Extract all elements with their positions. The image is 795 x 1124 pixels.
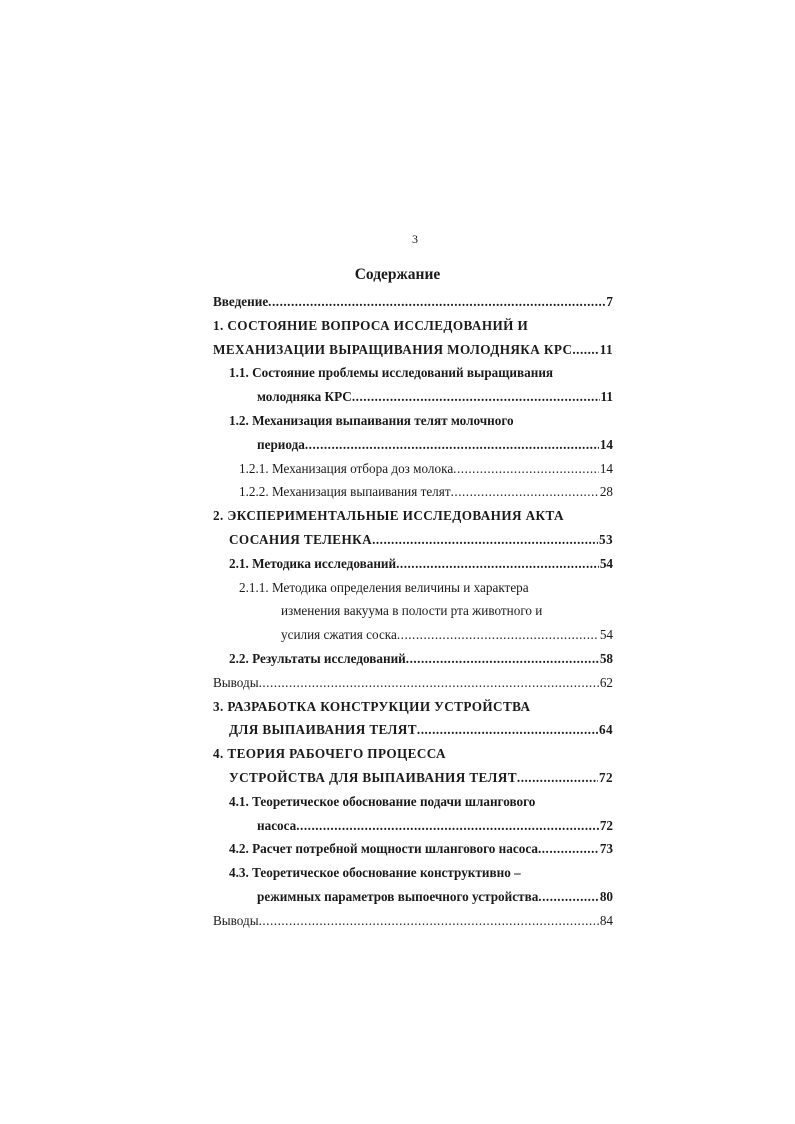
- toc-entry: [213, 814, 613, 838]
- toc-entry: [213, 647, 613, 671]
- toc-entry-text: 3. РАЗРАБОТКА КОНСТРУКЦИИ УСТРОЙСТВА: [213, 698, 531, 714]
- toc-entry-text: ДЛЯ ВЫПАИВАНИЯ ТЕЛЯТ: [229, 722, 417, 738]
- toc-entry: [213, 623, 613, 647]
- toc-entry-page: 11: [599, 341, 613, 357]
- toc-entry-text: 1. СОСТОЯНИЕ ВОПРОСА ИССЛЕДОВАНИЙ И: [213, 317, 529, 333]
- toc-entry-text: 2.1. Методика исследований: [229, 555, 397, 571]
- toc-entry: [213, 338, 613, 362]
- toc-entry: [213, 909, 613, 933]
- toc-entry: [213, 861, 613, 885]
- toc-entry-page: 64: [599, 722, 613, 738]
- toc-entry-page: 73: [599, 841, 613, 857]
- toc-entry-page: 14: [599, 436, 613, 452]
- toc-entry-page: 14: [599, 460, 613, 476]
- toc-entry: [213, 314, 613, 338]
- page-number: 3: [412, 232, 418, 246]
- toc-entry: [213, 599, 613, 623]
- toc-entry-page: 11: [600, 389, 613, 405]
- toc-entry-text: 1.2.1. Механизация отбора доз молока: [239, 460, 454, 476]
- toc-entry-text: СОСАНИЯ ТЕЛЕНКА: [229, 531, 373, 547]
- toc-entry-text: насоса: [257, 817, 297, 833]
- toc-entry: [213, 409, 613, 433]
- toc-entry-page: 58: [599, 650, 613, 666]
- toc-entry-page: 72: [599, 817, 613, 833]
- toc-entry-text: режимных параметров выпоечного устройства: [257, 888, 539, 904]
- toc-entry: [213, 385, 613, 409]
- toc-entry: [213, 457, 613, 481]
- toc-entry-text: молодняка КРС: [257, 389, 352, 405]
- toc-entry: [213, 766, 613, 790]
- table-of-contents: [213, 290, 613, 933]
- toc-entry-text: 4.3. Теоретическое обоснование конструктивно –: [229, 865, 521, 881]
- toc-entry: [213, 718, 613, 742]
- toc-entry-text: 2. ЭКСПЕРИМЕНТАЛЬНЫЕ ИССЛЕДОВАНИЯ АКТА: [213, 508, 564, 524]
- toc-entry-page: 62: [599, 674, 613, 690]
- toc-entry-text: Введение: [213, 294, 269, 309]
- toc-entry: [213, 504, 613, 528]
- toc-entry-page: 53: [599, 531, 613, 547]
- toc-entry: [213, 361, 613, 385]
- toc-entry-page: 80: [599, 888, 613, 904]
- toc-entry-text: 4.1. Теоретическое обоснование подачи шлангового: [229, 793, 536, 809]
- toc-entry-text: Выводы: [213, 674, 259, 690]
- toc-entry-page: 54: [599, 555, 613, 571]
- toc-entry-text: Выводы: [213, 912, 259, 928]
- toc-entry-text: 4.2. Расчет потребной мощности шлангового насоса: [229, 841, 538, 857]
- toc-entry-page: 7: [606, 294, 613, 309]
- toc-entry: [213, 576, 613, 600]
- toc-entry: [213, 552, 613, 576]
- toc-entry: [213, 433, 613, 457]
- toc-entry-page: 84: [599, 912, 613, 928]
- toc-entry-page: 54: [599, 627, 613, 643]
- toc-entry-text: усилия сжатия соска: [281, 627, 397, 643]
- toc-entry: [213, 885, 613, 909]
- toc-entry: [213, 837, 613, 861]
- toc-entry: [213, 790, 613, 814]
- toc-entry-text: 2.1.1. Методика определения величины и характера: [239, 579, 529, 595]
- toc-entry-text: изменения вакуума в полости рта животного и: [281, 603, 543, 619]
- toc-entry-text: 4. ТЕОРИЯ РАБОЧЕГО ПРОЦЕССА: [213, 746, 446, 762]
- toc-entry-text: УСТРОЙСТВА ДЛЯ ВЫПАИВАНИЯ ТЕЛЯТ: [229, 769, 517, 785]
- toc-entry: [213, 671, 613, 695]
- toc-entry-page: 72: [599, 769, 613, 785]
- toc-entry-page: 28: [599, 484, 613, 500]
- toc-entry-text: 1.2. Механизация выпаивания телят молочного: [229, 412, 514, 428]
- toc-entry: [213, 695, 613, 719]
- toc-entry: [213, 290, 613, 314]
- toc-entry-text: 2.2. Результаты исследований: [229, 650, 406, 666]
- toc-entry: [213, 742, 613, 766]
- toc-title: Содержание: [354, 266, 441, 283]
- toc-entry-text: 1.2.2. Механизация выпаивания телят: [239, 484, 451, 500]
- toc-entry-text: МЕХАНИЗАЦИИ ВЫРАЩИВАНИЯ МОЛОДНЯКА КРС: [213, 341, 573, 357]
- toc-entry-text: периода: [257, 436, 305, 452]
- toc-entry-text: 1.1. Состояние проблемы исследований выращивания: [229, 365, 554, 381]
- toc-entry: [213, 480, 613, 504]
- toc-entry: [213, 528, 613, 552]
